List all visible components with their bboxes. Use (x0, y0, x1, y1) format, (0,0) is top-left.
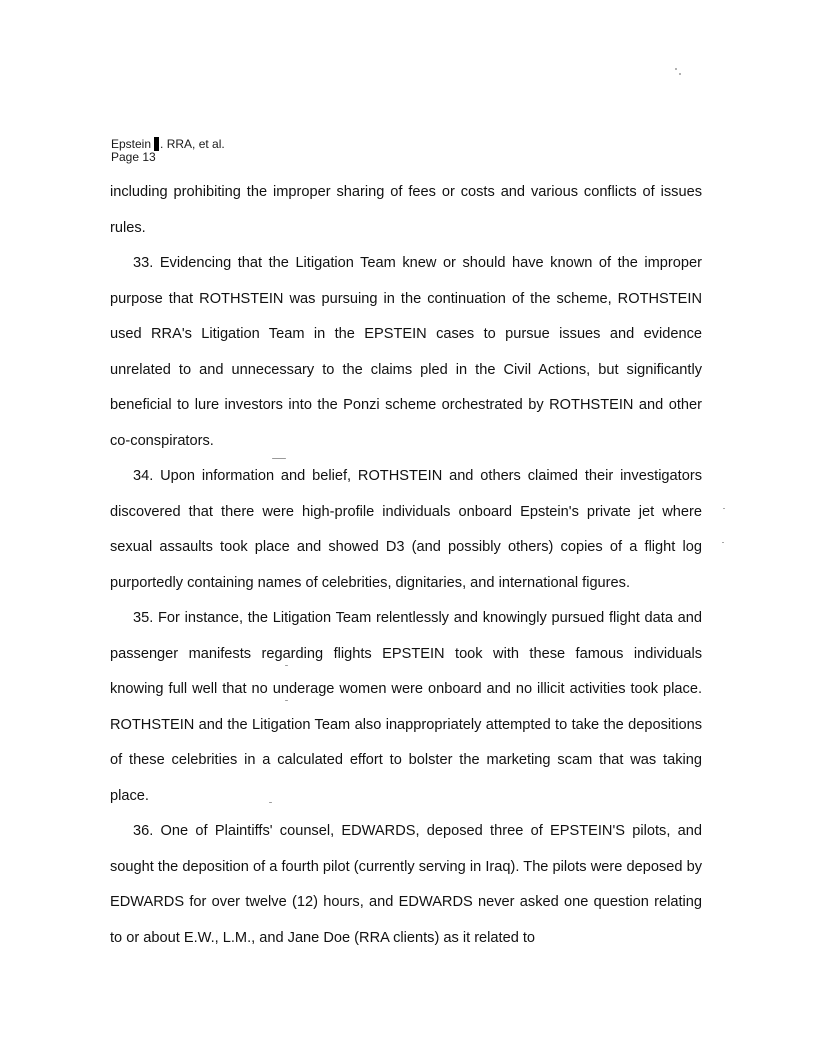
page-number: Page 13 (111, 150, 156, 164)
scan-speck (679, 73, 681, 75)
scan-speck (285, 665, 288, 666)
scan-speck (675, 68, 677, 70)
case-caption (111, 137, 225, 151)
caption-name: Epstein (111, 136, 152, 151)
redaction-bar (154, 137, 159, 151)
scan-speck (285, 700, 288, 701)
paragraph-36: 36. One of Plaintiffs' counsel, EDWARDS, deposed three of EPSTEIN'S pilots, and sought the deposition of a fourth pilot (currently serving in Iraq). The pilots were deposed by EDWARDS for over twelve (12) hours, and EDWARDS never asked one question relating to or about E.W., L.M., and Jane Doe (RRA clients) as it related to (110, 823, 702, 946)
scan-mark (272, 458, 286, 459)
document-body (110, 175, 702, 956)
scan-speck (722, 542, 724, 543)
page-header (111, 137, 225, 164)
paragraph-33: 33. Evidencing that the Litigation Team knew or should have known of the improper purpose that ROTHSTEIN was pursuing in the continuation of the scheme, ROTHSTEIN used RRA's Litigation Team in the EPSTEIN cases to pursue issues and evidence unrelated to and unnecessary to the claims pled in the Civil Actions, but significantly beneficial to lure investors into the Ponzi scheme orchestrated by ROTHSTEIN and other co-conspirators. (110, 255, 702, 449)
paragraph-34: 34. Upon information and belief, ROTHSTEIN and others claimed their investigators discovered that there were high-profile individuals onboard Epstein's private jet where sexual assaults took place and showed D3 (and possibly others) copies of a flight log purportedly containing names of celebrities, dignitaries, and international figures. (110, 468, 702, 591)
paragraph-35: 35. For instance, the Litigation Team relentlessly and knowingly pursued flight data and passenger manifests regarding flights EPSTEIN took with these famous individuals knowing full well that no underage women were onboard and no illicit activities took place. ROTHSTEIN and the Litigation Team also inappropriately attempted to take the depositions of these celebrities in a calculated effort to bolster the marketing scam that was taking place. (110, 610, 702, 804)
scan-speck (269, 802, 272, 803)
caption-rest: . RRA, et al. (160, 136, 225, 151)
scan-speck (723, 508, 725, 509)
paragraph-continued: including prohibiting the improper sharing of fees or costs and various conflicts of issues rules. (110, 184, 702, 236)
